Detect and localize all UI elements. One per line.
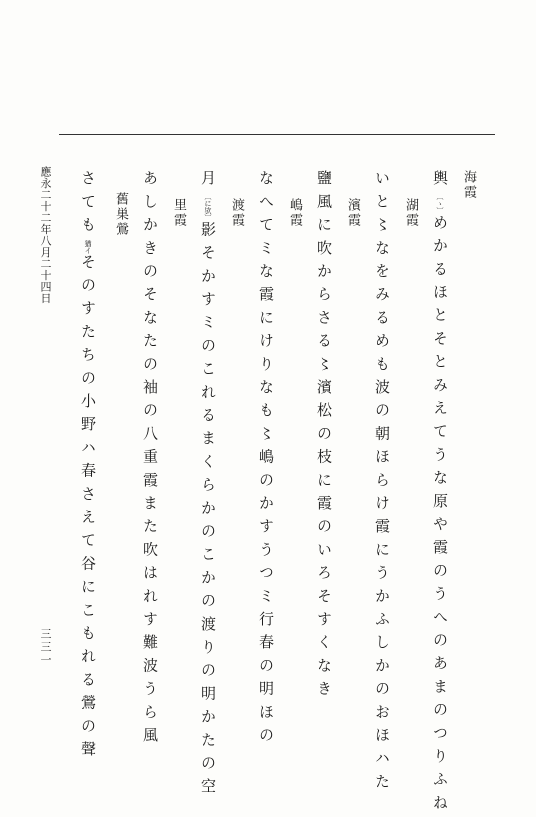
heading-shima-kasumi: 嶋霞 xyxy=(287,198,302,228)
poem-umi-kasumi: 輿〔ゝ〕めかるほとそとみえてうな原や霞のうへのあまのつりふね xyxy=(431,170,449,817)
heading-hama-kasumi: 濱霞 xyxy=(345,198,360,228)
inline-annotation: 猶イ xyxy=(84,239,92,254)
poem-watari-kasumi: 月〔に欤〕影そかすミのこれるまくらかのこかの渡りの明かたの空 xyxy=(199,170,217,802)
poem-shima-kasumi: なへてミな霞にけりなも〻嶋のかすうつミ行春の明ほの xyxy=(257,170,275,750)
poem-hama-kasumi: 鹽風に吹からさる〻濱松の枝に霞のいろそすくなき xyxy=(315,170,333,704)
inline-annotation: 〔に欤〕 xyxy=(204,193,212,222)
heading-sato-kasumi: 里霞 xyxy=(171,198,186,228)
poem-furusu-uguisu: さても猶イそのすたちの小野ハ春さえて谷にこもれる鶯の聲 xyxy=(79,170,97,765)
page-number: 三三一 xyxy=(39,628,52,667)
colophon-date: 應永二十二年八月二十四日 xyxy=(39,166,52,304)
heading-umi-kasumi: 海霞 xyxy=(461,170,476,200)
poem-mizuumi-kasumi: いと〻なをみるめも波の朝ほらけ霞にうかふしかのおほハた xyxy=(373,170,391,797)
heading-watari-kasumi: 渡霞 xyxy=(229,198,244,228)
heading-mizuumi-kasumi: 湖霞 xyxy=(403,198,418,228)
poem-sato-kasumi: あしかきのそなたの袖の八重霞また吹はれす難波うら風 xyxy=(141,170,159,750)
inline-annotation: 〔ゝ〕 xyxy=(436,193,444,215)
header-rule xyxy=(59,134,495,135)
heading-furusu-uguisu: 舊巣鶯 xyxy=(113,192,128,237)
